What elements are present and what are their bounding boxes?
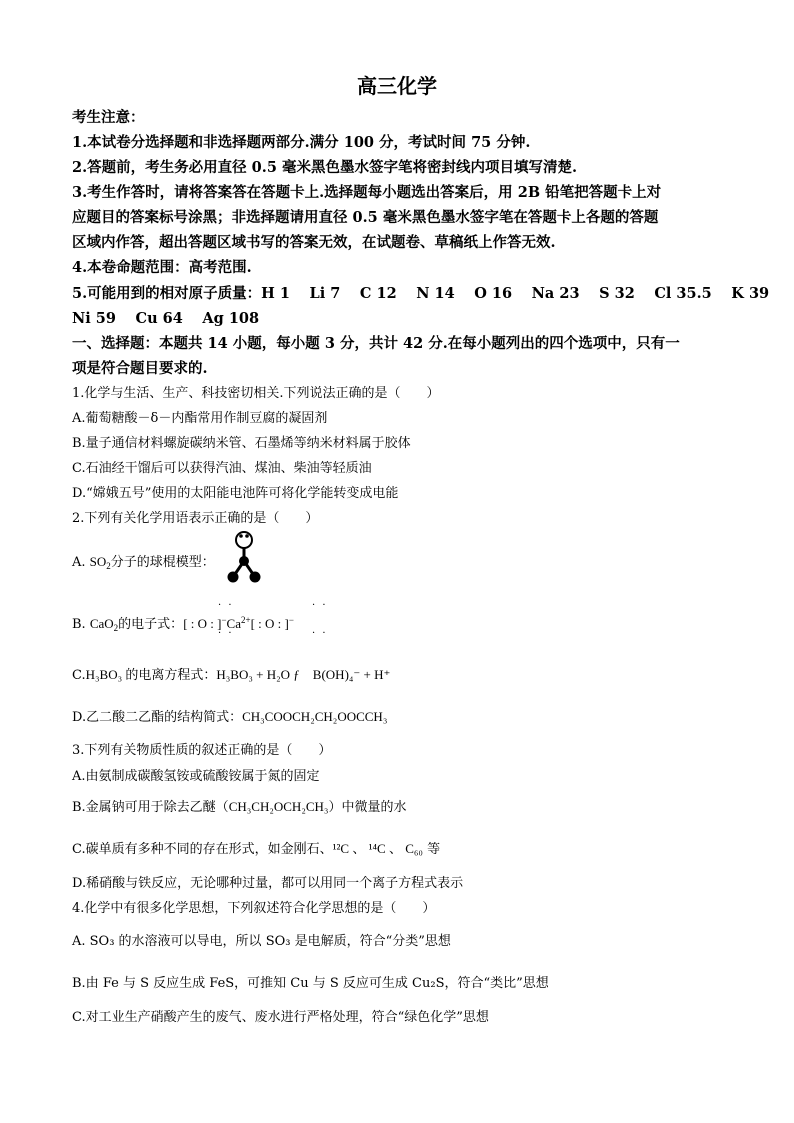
q2-b-calcium-charge: 2+ [241,615,251,625]
q2-a-formula: SO [89,554,107,569]
q4-option-b: B.由 Fe 与 S 反应生成 FeS，可推知 Cu 与 S 反应可生成 Cu₂S，符合“类比”思想 [72,976,549,991]
notice-item-2: 2.答题前，考生务必用直径 0.5 毫米黑色墨水签字笔将密封线内项目填写清楚. [72,159,578,176]
q2-b-formula: CaO [89,616,114,631]
q2-d-formula: CH₃COOCH₂CH₂OOCCH₃ [242,709,388,724]
q1-option-d: D.“嫦娥五号”使用的太阳能电池阵可将化学能转变成电能 [72,486,399,501]
q2-c-label: H₃BO₃ 的电离方程式： [85,667,217,682]
lone-pair-dots: · · [218,600,234,611]
q2-b-peroxide-right: [ : O : ] [250,616,289,631]
q1-stem: 1.化学与生活、生产、科技密切相关.下列说法正确的是（ ） [72,386,440,401]
q2-option-b [72,613,294,632]
q2-a-label: 分子的球棍模型： [110,555,215,570]
q3-c-allotropes: ¹²C 、 ¹⁴C 、 C₆₀ [332,841,423,856]
notice-item-3-cont: 应题目的答案标号涂黑；非选择题请用直径 0.5 毫米黑色墨水签字笔在答题卡上各题的答题 [72,209,659,226]
q4-option-c: C.对工业生产硝酸产生的废气、废水进行严格处理，符合“绿色化学”思想 [72,1010,489,1025]
page-title: 高三化学 [357,74,437,98]
q2-c-equation: H₃BO₃ + H₂O ƒ B(OH)₄⁻ + H⁺ [216,667,391,682]
q3-b-label: B.金属钠可用于除去乙醚（ [72,800,229,815]
notice-item-5-cont: Ni 59 Cu 64 Ag 108 [72,310,260,327]
notice-item-1: 1.本试卷分选择题和非选择题两部分.满分 100 分，考试时间 75 分钟. [72,134,531,151]
q2-c-prefix: C. [72,668,86,683]
q3-c-tail: 等 [422,842,441,857]
q2-b-peroxide-left: [ : O : ] [183,616,222,631]
q2-b-label: 的电子式： [118,617,184,632]
q3-b-tail: ）中微量的水 [328,800,407,815]
q4-stem: 4.化学中有很多化学思想，下列叙述符合化学思想的是（ ） [72,901,436,916]
q2-option-c [72,664,390,683]
q3-stem: 3.下列有关物质性质的叙述正确的是（ ） [72,743,332,758]
section-heading-cont: 项是符合题目要求的. [72,360,208,377]
q2-stem: 2.下列有关化学用语表示正确的是（ ） [72,511,319,526]
q2-b-calcium: Ca [226,616,241,631]
q3-option-b [72,796,406,815]
q3-option-c [72,838,440,857]
q2-option-a [72,551,215,570]
notice-item-4: 4.本卷命题范围：高考范围. [72,259,252,276]
q2-b-prefix: B. [72,617,90,632]
lone-pair-dots: · · [312,628,328,639]
notice-item-5: 5.可能用到的相对原子质量：H 1 Li 7 C 12 N 14 O 16 Na 23 S 32 Cl 35.5 K 39 [72,285,770,302]
q2-b-sub: 2 [113,623,119,633]
q3-option-d: D.稀硝酸与铁反应，无论哪种过量，都可以用同一个离子方程式表示 [72,876,464,891]
q4-option-a: A. SO₃ 的水溶液可以导电，所以 SO₃ 是电解质，符合“分类”思想 [72,934,451,949]
q3-c-label: C.碳单质有多种不同的存在形式，如金刚石、 [72,842,333,857]
q3-b-formula: CH₃CH₂OCH₂CH₃ [228,799,329,814]
notice-heading: 考生注意： [72,109,145,126]
q3-option-a: A.由氨制成碳酸氢铵或硫酸铵属于氮的固定 [72,769,320,784]
q2-option-d [72,706,387,725]
notice-item-3-cont2: 区域内作答，超出答题区域书写的答案无效，在试题卷、草稿纸上作答无效. [72,234,556,251]
q2-d-label: D.乙二酸二乙酯的结构简式： [72,710,243,725]
q2-b-charge-left: − [221,615,227,625]
q1-option-b: B.量子通信材料螺旋碳纳米管、石墨烯等纳米材料属于胶体 [72,436,411,451]
lone-pair-dots: · · [312,600,328,611]
notice-item-3: 3.考生作答时，请将答案答在答题卡上.选择题每小题选出答案后，用 2B 铅笔把答题卡上对 [72,184,662,201]
so2-ball-stick-model-icon [222,527,266,587]
lone-pair-dots: · · [218,628,234,639]
q2-a-sub: 2 [106,561,111,571]
q2-b-charge-right: − [288,615,294,625]
q2-a-prefix: A. [72,555,90,570]
q1-option-c: C.石油经干馏后可以获得汽油、煤油、柴油等轻质油 [72,461,372,476]
section-heading: 一、选择题：本题共 14 小题，每小题 3 分，共计 42 分.在每小题列出的四个选项中，只有一 [72,335,680,352]
q1-option-a: A.葡萄糖酸－δ－内酯常用作制豆腐的凝固剂 [72,411,328,426]
